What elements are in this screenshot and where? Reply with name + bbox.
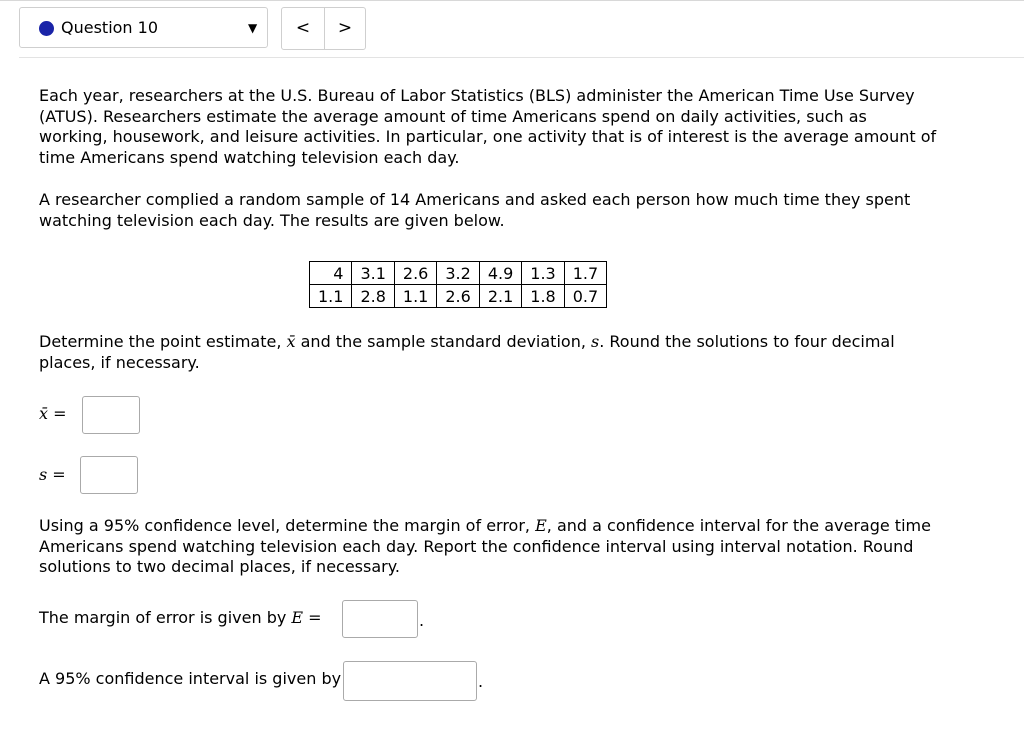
- question-label: Question 10: [61, 18, 159, 37]
- table-cell: 4.9: [479, 262, 521, 285]
- table-row: [310, 285, 607, 308]
- E-symbol: E: [291, 608, 304, 627]
- xbar-label: x̄ =: [39, 404, 67, 423]
- table-cell: 1.3: [522, 262, 564, 285]
- table-row: [310, 262, 607, 285]
- instruction-text: , and a confidence interval for the average time Americans spend watching television each day. Report the confidence interval using interval notation. Round solutions to two decimal places, if necessary.: [39, 516, 931, 577]
- margin-of-error-input[interactable]: [342, 600, 418, 638]
- data-table: [309, 261, 607, 308]
- instruction-text: and the sample standard deviation,: [295, 332, 591, 351]
- instruction-text: . Round the solutions to four decimal places, if necessary.: [39, 332, 895, 372]
- table-cell: 1.7: [564, 262, 606, 285]
- status-dot-icon: [39, 21, 54, 36]
- confidence-interval-input[interactable]: [343, 661, 477, 701]
- table-cell: 2.1: [479, 285, 521, 308]
- table-cell: 1.1: [310, 285, 352, 308]
- table-cell: 3.1: [352, 262, 394, 285]
- instruction-text: Using a 95% confidence level, determine the margin of error,: [39, 516, 536, 535]
- table-cell: 2.6: [394, 262, 436, 285]
- s-input[interactable]: [80, 456, 138, 494]
- header-divider: [19, 57, 1024, 58]
- point-estimate-instructions: [39, 332, 939, 373]
- table-cell: 2.6: [437, 285, 479, 308]
- intro-paragraph: Each year, researchers at the U.S. Bureau of Labor Statistics (BLS) administer the American Time Use Survey (ATUS). Researchers estimate the average amount of time Americans spend on daily activities, such as working, housework, and leisure activities. In particular, one activity that is of interest is the average amount of time Americans spend watching television each day.: [39, 86, 937, 168]
- equals-sign: =: [303, 608, 322, 627]
- E-symbol: E: [535, 516, 547, 535]
- table-cell: 1.8: [522, 285, 564, 308]
- s-label: s =: [39, 465, 66, 484]
- period: .: [419, 611, 425, 630]
- s-symbol: s: [591, 332, 600, 351]
- prev-question-button[interactable]: <: [282, 8, 325, 49]
- margin-of-error-label: [39, 607, 322, 629]
- table-cell: 1.1: [394, 285, 436, 308]
- top-divider: [0, 0, 1024, 1]
- table-cell: 3.2: [437, 262, 479, 285]
- margin-text: The margin of error is given by: [39, 608, 292, 627]
- confidence-interval-label: A 95% confidence interval is given by: [39, 669, 342, 688]
- question-nav: [281, 7, 366, 50]
- xbar-symbol: x̄: [286, 332, 296, 351]
- period: .: [478, 672, 484, 691]
- sample-paragraph: A researcher complied a random sample of 14 Americans and asked each person how much time they spent watching television each day. The results are given below.: [39, 190, 911, 230]
- confidence-instructions: [39, 516, 939, 578]
- table-cell: 0.7: [564, 285, 606, 308]
- caret-down-icon: ▼: [248, 21, 258, 35]
- table-cell: 2.8: [352, 285, 394, 308]
- question-selector[interactable]: [19, 7, 268, 48]
- next-question-button[interactable]: >: [337, 18, 353, 38]
- xbar-input[interactable]: [82, 396, 140, 434]
- instruction-text: Determine the point estimate,: [39, 332, 287, 351]
- table-cell: 4: [310, 262, 352, 285]
